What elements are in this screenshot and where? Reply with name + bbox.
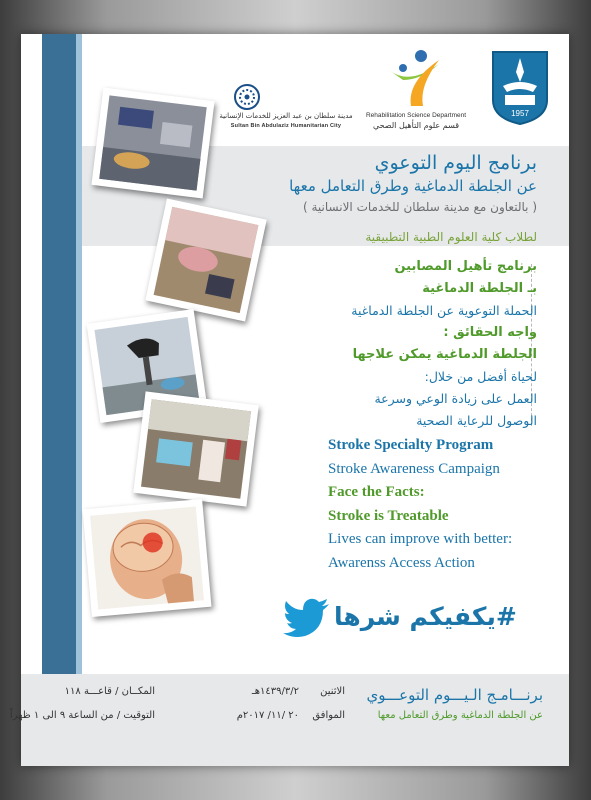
ksu-year: 1957 — [511, 109, 529, 118]
event-hijri-date: ١٤٣٩/٣/٢هـ — [251, 686, 299, 697]
rehab-logo — [381, 46, 451, 114]
event-day: الاثنين — [320, 686, 345, 697]
english-line: Face the Facts: — [328, 484, 425, 500]
ksu-logo — [489, 48, 551, 130]
arabic-line: واجه الحقائق : — [443, 325, 537, 340]
photo-hospital-beds — [133, 391, 259, 506]
english-content — [328, 434, 512, 575]
photo-rehab-equipment — [91, 88, 214, 199]
arabic-content — [297, 256, 537, 432]
photo-brain-stroke — [83, 499, 212, 617]
arabic-line: الجلطة الدماغية يمكن علاجها — [352, 347, 537, 362]
event-time: التوقيت / من الساعة ٩ الى ١ ظهراً — [9, 710, 155, 721]
arabic-line: العمل على زيادة الوعي وسرعة — [374, 391, 537, 406]
campaign-hashtag: #يكفيكم شرها — [334, 602, 517, 631]
arabic-line: برنامج تأهيل المصابين — [394, 259, 537, 274]
photo-assistive-devices — [145, 199, 266, 322]
english-line: Lives can improve with better: — [328, 531, 513, 547]
left-stripe-light — [76, 34, 82, 766]
footer-subtitle: عن الجلطة الدماغية وطرق التعامل معها — [377, 710, 543, 721]
rehab-name-en: Rehabilitation Science Department — [365, 112, 467, 119]
footer-title: برنـــامـج الـيـــوم التوعـــوي — [366, 686, 543, 704]
arabic-line: لحياة أفضل من خلال: — [424, 369, 537, 384]
program-title: برنامج اليوم التوعوي — [374, 152, 537, 174]
english-line: Stroke Awareness Campaign — [328, 460, 500, 477]
arabic-line: بـ الجلطة الدماغية — [422, 281, 537, 296]
english-line: Stroke is Treatable — [328, 507, 449, 524]
collaboration-note: ( بالتعاون مع مدينة سلطان للخدمات الانسانية ) — [303, 200, 537, 214]
twitter-bird-icon — [283, 598, 331, 642]
rehab-name-ar: قسم علوم التأهيل الصحي — [372, 121, 460, 130]
arabic-line: الحملة التوعوية عن الجلطة الدماغية — [351, 303, 537, 318]
left-stripe — [42, 34, 76, 766]
event-gregorian-date: ٢٠ /١١/ ٢٠١٧م — [236, 710, 299, 721]
sbahc-name-ar: مدينة سلطان بن عبد العزيز للخدمات الإنسانية — [219, 112, 353, 120]
english-line: Awarenss Access Action — [328, 554, 475, 571]
event-place: المكــان / قاعـــة ١١٨ — [64, 686, 155, 697]
poster — [9, 34, 569, 766]
program-subtitle: عن الجلطة الدماغية وطرق التعامل معها — [289, 177, 537, 195]
english-line: Stroke Specialty Program — [328, 437, 494, 453]
event-corresponding-label: الموافق — [312, 710, 345, 721]
sbahc-logo — [234, 84, 260, 114]
audience-line: لطلاب كلية العلوم الطبية التطبيقية — [365, 230, 537, 244]
sbahc-name-en: Sultan Bin Abdulaziz Humanitarian City — [230, 123, 342, 129]
arabic-line: الوصول للرعاية الصحية — [416, 413, 537, 428]
